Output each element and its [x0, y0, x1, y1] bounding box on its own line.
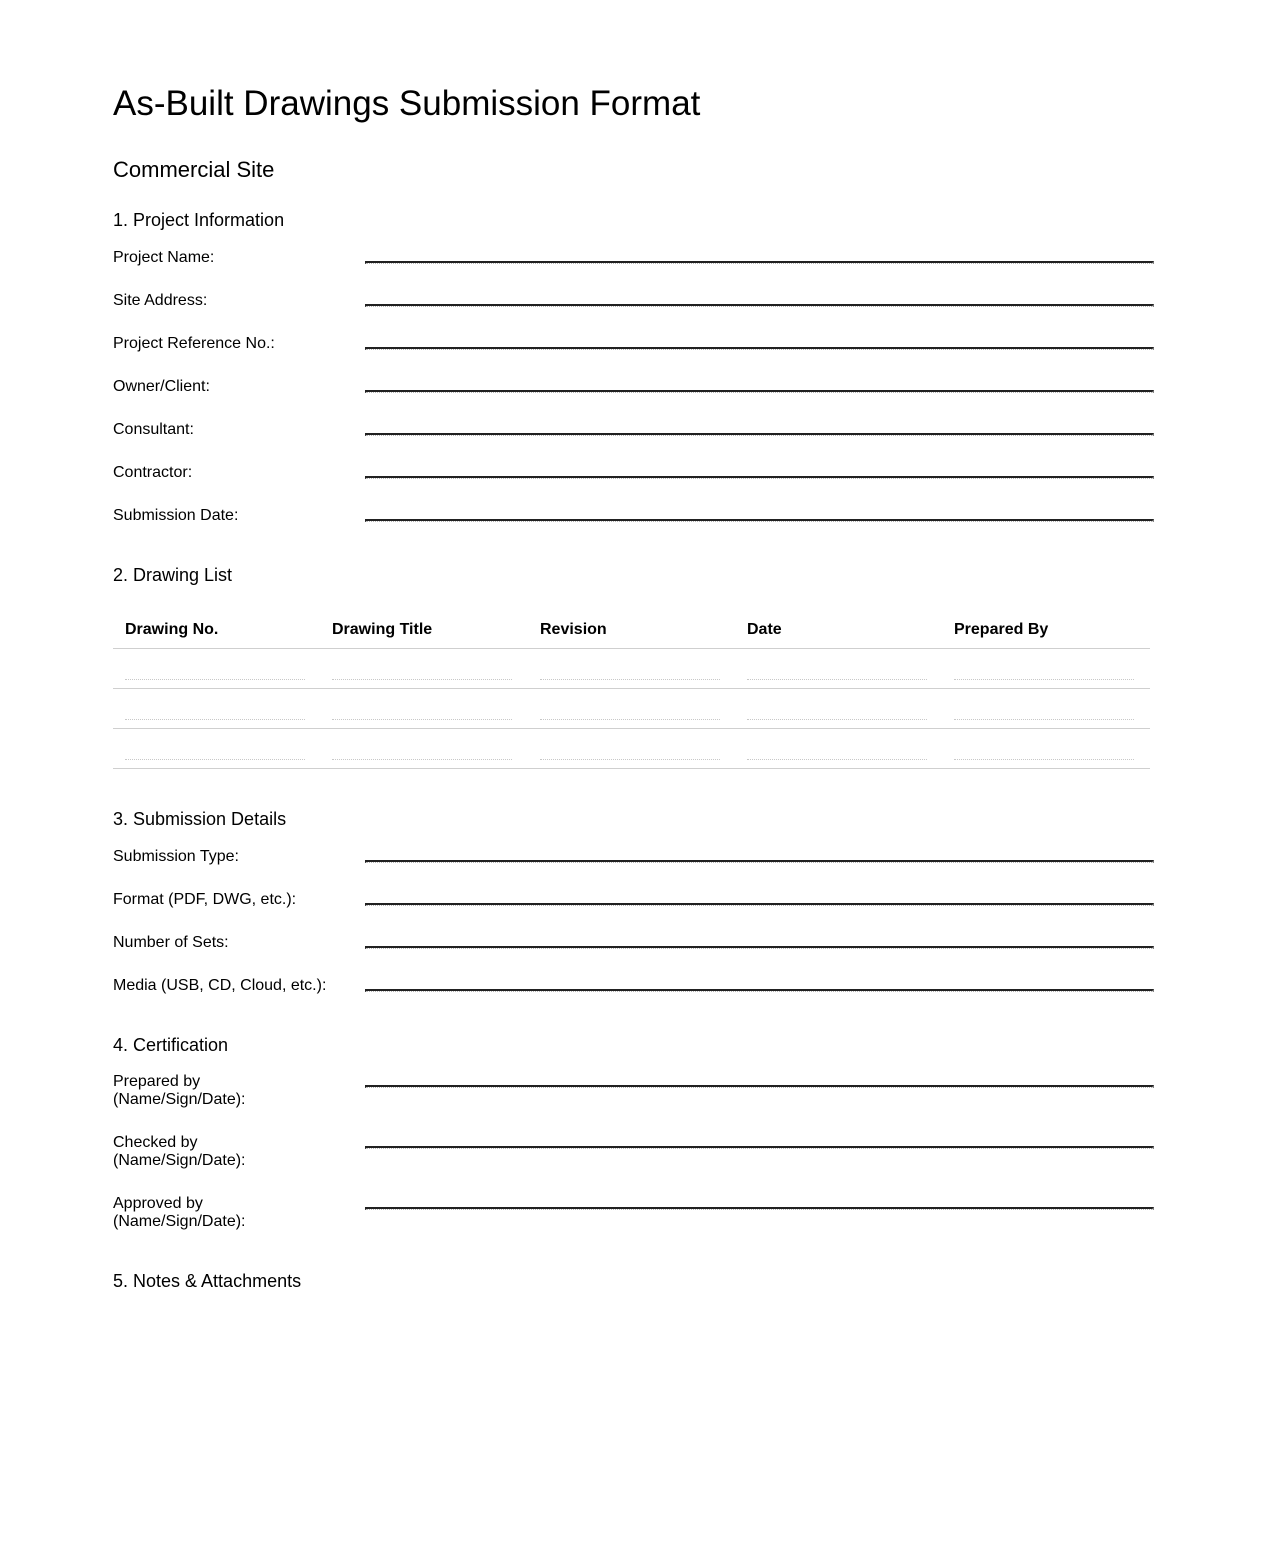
field-consultant [113, 421, 1150, 451]
submission-type-input[interactable] [365, 860, 1154, 863]
checked-by-input[interactable] [365, 1146, 1154, 1149]
column-header-revision: Revision [540, 621, 607, 638]
document-title: As-Built Drawings Submission Format [113, 84, 701, 123]
field-number-of-sets [113, 934, 1150, 964]
site-address-input[interactable] [365, 304, 1154, 307]
cell-revision[interactable] [540, 719, 720, 720]
approved-by-input[interactable] [365, 1207, 1154, 1210]
project-name-input[interactable] [365, 261, 1154, 264]
field-label: Number of Sets: [113, 934, 229, 951]
cell-drawing-title[interactable] [332, 679, 512, 680]
field-approved-by [113, 1195, 1150, 1235]
cell-date[interactable] [747, 719, 927, 720]
cell-date[interactable] [747, 759, 927, 760]
field-label: Submission Date: [113, 507, 239, 524]
field-prepared-by [113, 1073, 1150, 1113]
consultant-input[interactable] [365, 433, 1154, 436]
cell-drawing-no[interactable] [125, 679, 305, 680]
field-label: Project Name: [113, 249, 215, 266]
cell-drawing-no[interactable] [125, 719, 305, 720]
media-input[interactable] [365, 989, 1154, 992]
field-submission-date [113, 507, 1150, 537]
section-heading-drawing-list: 2. Drawing List [113, 565, 233, 585]
field-label: Approved by (Name/Sign/Date): [113, 1195, 246, 1230]
column-header-date: Date [747, 621, 782, 638]
column-header-drawing-title: Drawing Title [332, 621, 433, 638]
section-heading-submission-details: 3. Submission Details [113, 809, 287, 829]
drawing-list-table [113, 607, 1150, 769]
section-heading-certification: 4. Certification [113, 1035, 229, 1055]
cell-prepared-by[interactable] [954, 719, 1134, 720]
cell-drawing-title[interactable] [332, 759, 512, 760]
table-header-row [113, 607, 1150, 649]
cell-drawing-title[interactable] [332, 719, 512, 720]
table-row [113, 689, 1150, 729]
field-project-reference-no [113, 335, 1150, 365]
cell-drawing-no[interactable] [125, 759, 305, 760]
section-heading-project-information: 1. Project Information [113, 210, 285, 230]
field-label: Site Address: [113, 292, 208, 309]
cell-revision[interactable] [540, 679, 720, 680]
field-site-address [113, 292, 1150, 322]
contractor-input[interactable] [365, 476, 1154, 479]
field-submission-type [113, 848, 1150, 878]
field-project-name [113, 249, 1150, 279]
field-format [113, 891, 1150, 921]
field-label: Owner/Client: [113, 378, 210, 395]
field-label: Checked by (Name/Sign/Date): [113, 1134, 246, 1169]
field-owner-client [113, 378, 1150, 408]
column-header-prepared-by: Prepared By [954, 621, 1049, 638]
section-heading-notes-attachments: 5. Notes & Attachments [113, 1271, 302, 1291]
field-label: Consultant: [113, 421, 194, 438]
table-row [113, 649, 1150, 689]
document-subtitle: Commercial Site [113, 157, 275, 182]
cell-prepared-by[interactable] [954, 759, 1134, 760]
field-label: Submission Type: [113, 848, 239, 865]
cell-revision[interactable] [540, 759, 720, 760]
format-input[interactable] [365, 903, 1154, 906]
owner-client-input[interactable] [365, 390, 1154, 393]
field-contractor [113, 464, 1150, 494]
cell-date[interactable] [747, 679, 927, 680]
field-label: Prepared by (Name/Sign/Date): [113, 1073, 246, 1108]
prepared-by-input[interactable] [365, 1085, 1154, 1088]
field-label: Format (PDF, DWG, etc.): [113, 891, 297, 908]
field-media [113, 977, 1150, 1007]
field-label: Contractor: [113, 464, 193, 481]
table-row [113, 729, 1150, 769]
cell-prepared-by[interactable] [954, 679, 1134, 680]
field-label: Media (USB, CD, Cloud, etc.): [113, 977, 327, 994]
number-of-sets-input[interactable] [365, 946, 1154, 949]
project-reference-no-input[interactable] [365, 347, 1154, 350]
column-header-drawing-no: Drawing No. [125, 621, 219, 638]
field-checked-by [113, 1134, 1150, 1174]
field-label: Project Reference No.: [113, 335, 275, 352]
submission-date-input[interactable] [365, 519, 1154, 522]
